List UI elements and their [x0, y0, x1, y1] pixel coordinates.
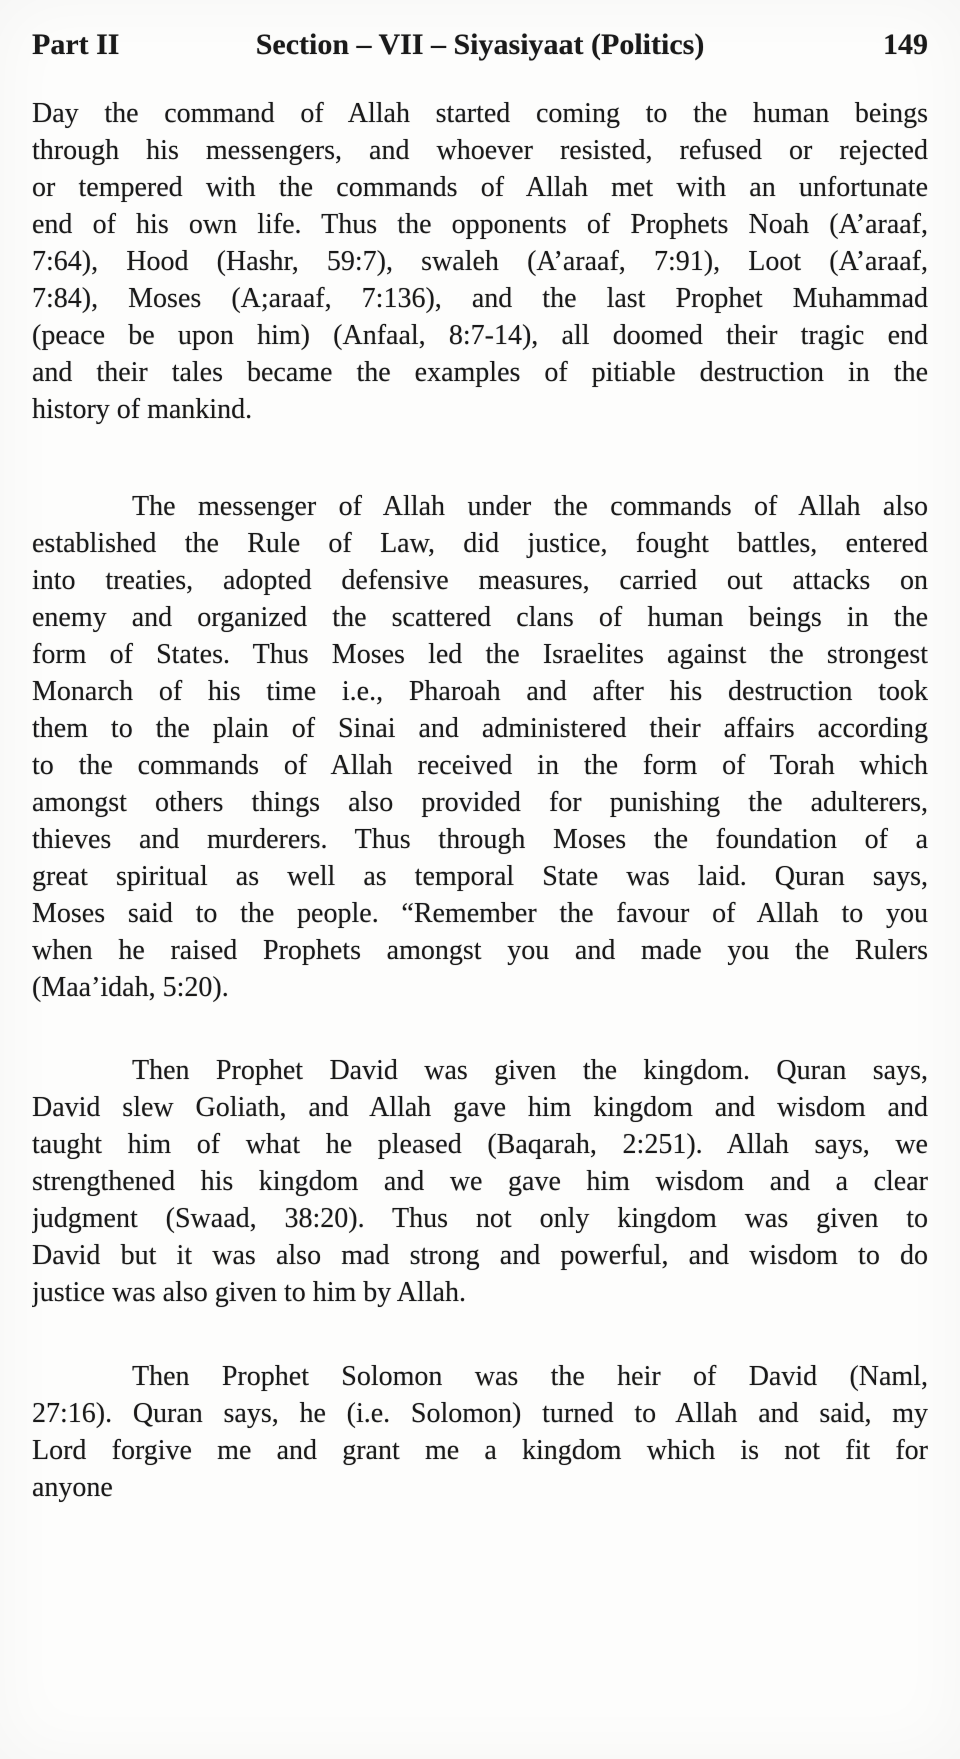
text-line: them to the plain of Sinai and administered their affairs according — [32, 713, 928, 744]
text-line: judgment (Swaad, 38:20). Thus not only kingdom was given to — [32, 1203, 928, 1234]
text-line: form of States. Thus Moses led the Israelites against the strongest — [32, 639, 928, 670]
text-line: end of his own life. Thus the opponents of Prophets Noah (A’araaf, — [32, 209, 928, 240]
text-line: Day the command of Allah started coming to the human beings — [32, 98, 928, 129]
text-line: or tempered with the commands of Allah met with an unfortunate — [32, 172, 928, 203]
text-line: The messenger of Allah under the commands of Allah also — [132, 491, 928, 522]
page-header — [32, 28, 928, 62]
text-line: through his messengers, and whoever resisted, refused or rejected — [32, 135, 928, 166]
text-line: and their tales became the examples of pitiable destruction in the — [32, 357, 928, 388]
text-line: great spiritual as well as temporal State was laid. Quran says, — [32, 861, 928, 892]
part-label: Part II — [32, 28, 120, 61]
text-line: established the Rule of Law, did justice, fought battles, entered — [32, 528, 928, 559]
text-line: Then Prophet Solomon was the heir of David (Naml, — [132, 1361, 928, 1392]
text-line: Then Prophet David was given the kingdom. Quran says, — [132, 1055, 928, 1086]
text-line: 27:16). Quran says, he (i.e. Solomon) turned to Allah and said, my — [32, 1398, 928, 1429]
text-line: into treaties, adopted defensive measures, carried out attacks on — [32, 565, 928, 596]
text-line: Moses said to the people. “Remember the favour of Allah to you — [32, 898, 928, 929]
text-line: taught him of what he pleased (Baqarah, 2:251). Allah says, we — [32, 1129, 928, 1160]
paragraph-3 — [32, 1052, 928, 1311]
text-line: Lord forgive me and grant me a kingdom which is not fit for — [32, 1435, 928, 1466]
text-line: when he raised Prophets amongst you and made you the Rulers — [32, 935, 928, 966]
text-line: thieves and murderers. Thus through Moses the foundation of a — [32, 824, 928, 855]
page-body — [32, 95, 928, 1506]
text-line: David slew Goliath, and Allah gave him kingdom and wisdom and — [32, 1092, 928, 1123]
text-line: 7:64), Hood (Hashr, 59:7), swaleh (A’araaf, 7:91), Loot (A’araaf, — [32, 246, 928, 277]
section-title: Section – VII – Siyasiyaat (Politics) — [255, 28, 705, 61]
text-line: 7:84), Moses (A;araaf, 7:136), and the last Prophet Muhammad — [32, 283, 928, 314]
text-line: to the commands of Allah received in the form of Torah which — [32, 750, 928, 781]
paragraph-4 — [32, 1358, 928, 1506]
text-line: anyone — [32, 1472, 113, 1503]
paragraph-1 — [32, 95, 928, 428]
text-line: history of mankind. — [32, 394, 253, 425]
text-line: Monarch of his time i.e., Pharoah and after his destruction took — [32, 676, 928, 707]
text-line: enemy and organized the scattered clans of human beings in the — [32, 602, 928, 633]
text-line: David but it was also mad strong and powerful, and wisdom to do — [32, 1240, 928, 1271]
text-line: justice was also given to him by Allah. — [32, 1277, 466, 1308]
text-line: (Maa’idah, 5:20). — [32, 972, 229, 1003]
page-number: 149 — [883, 28, 928, 61]
text-line: strengthened his kingdom and we gave him wisdom and a clear — [32, 1166, 928, 1197]
text-line: amongst others things also provided for punishing the adulterers, — [32, 787, 928, 818]
paragraph-2 — [32, 488, 928, 1006]
text-line: (peace be upon him) (Anfaal, 8:7-14), all doomed their tragic end — [32, 320, 928, 351]
